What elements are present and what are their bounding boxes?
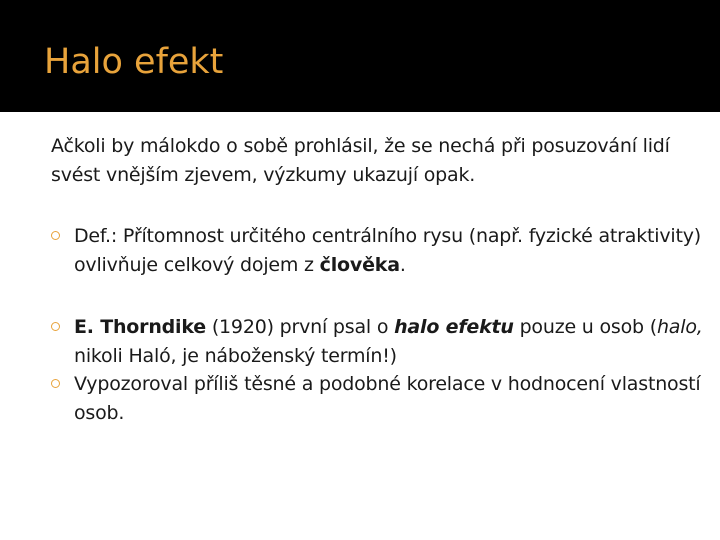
title-bar — [0, 0, 720, 112]
thorndike-after-term: pouze u osob ( — [513, 316, 657, 338]
thorndike-name: E. Thorndike — [74, 316, 206, 338]
definition-bold-word: člověka — [319, 254, 400, 276]
thorndike-tail: nikoli Haló, je náboženský termín!) — [74, 345, 397, 367]
bullet-definition-text — [74, 222, 704, 280]
definition-prefix: Def.: Přítomnost určitého centrálního rysu (např. fyzické atraktivity) ovlivňuje celkový dojem z — [74, 225, 701, 276]
bullet-thorndike-text — [74, 313, 704, 371]
bullet-correlations-text: Vypozoroval příliš těsné a podobné korelace v hodnocení vlastností osob. — [74, 373, 701, 424]
definition-suffix: . — [399, 254, 406, 276]
halo-efektu-term: halo efektu — [394, 316, 514, 338]
halo-italic-word: halo, — [656, 316, 703, 338]
slide-title: Halo efekt — [44, 42, 224, 82]
hollow-circle-bullet-icon — [51, 231, 60, 240]
intro-paragraph: Ačkoli by málokdo o sobě prohlásil, že se nechá při posuzování lidí svést vnějším zjevem, výzkumy ukazují opak. — [51, 135, 670, 186]
bullet-definition — [51, 222, 711, 280]
hollow-circle-bullet-icon — [51, 379, 60, 388]
thorndike-year-text: (1920) první psal o — [205, 316, 395, 338]
hollow-circle-bullet-icon — [51, 322, 60, 331]
bullet-correlations — [51, 370, 711, 428]
bullet-thorndike — [51, 313, 711, 371]
